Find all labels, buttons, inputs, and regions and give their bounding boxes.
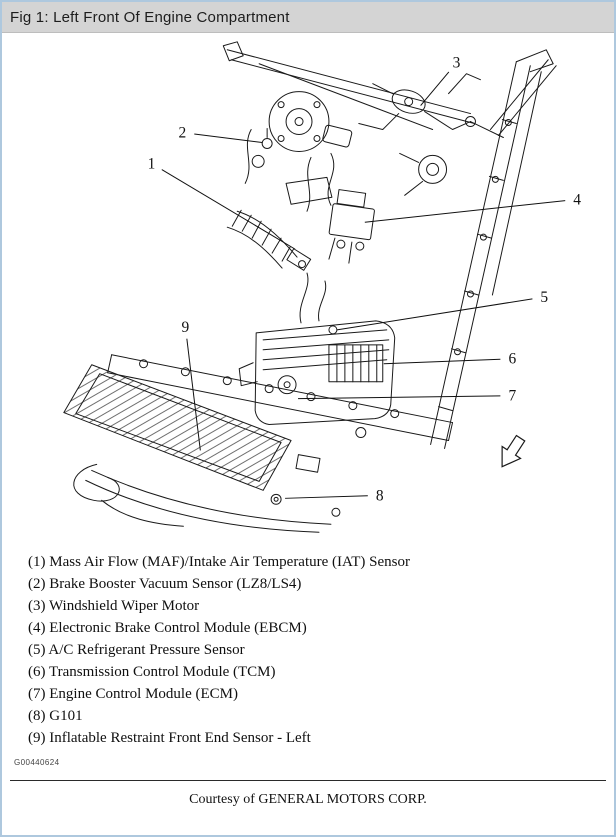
right-strut bbox=[431, 50, 554, 449]
callout-number: 7 bbox=[508, 387, 517, 405]
callout-number: 6 bbox=[508, 350, 517, 368]
legend-item: (2) Brake Booster Vacuum Sensor (LZ8/LS4) bbox=[28, 576, 302, 592]
legend-item: (5) A/C Refrigerant Pressure Sensor bbox=[28, 642, 245, 658]
callout-leader-line bbox=[162, 170, 295, 250]
legend-item: (3) Windshield Wiper Motor bbox=[28, 598, 200, 614]
callout-leader-line bbox=[384, 359, 501, 364]
brake-booster bbox=[245, 92, 352, 184]
engine-block bbox=[239, 273, 394, 425]
callout-leader-line bbox=[298, 396, 500, 399]
diagram-area bbox=[2, 33, 614, 543]
callout-leader-line bbox=[365, 201, 565, 223]
pulley bbox=[400, 153, 447, 195]
callout-leader-line bbox=[194, 134, 262, 142]
legend-item: (8) G101 bbox=[28, 708, 83, 724]
legend-item: (6) Transmission Control Module (TCM) bbox=[28, 664, 276, 680]
legend-item: (4) Electronic Brake Control Module (EBCM) bbox=[28, 620, 307, 636]
callout-number: 8 bbox=[375, 487, 384, 505]
legend-item: (1) Mass Air Flow (MAF)/Intake Air Temperature (IAT) Sensor bbox=[28, 554, 410, 570]
legend-item: (9) Inflatable Restraint Front End Sensor - Left bbox=[28, 730, 311, 746]
callout-leader-line bbox=[285, 496, 368, 499]
figure-title-bar bbox=[2, 2, 614, 33]
intake-duct bbox=[227, 210, 310, 270]
legend bbox=[28, 551, 614, 749]
callout-number: 9 bbox=[181, 318, 190, 336]
tcm-module bbox=[329, 345, 383, 382]
callout-leader-line bbox=[337, 299, 533, 330]
legend-item: (7) Engine Control Module (ECM) bbox=[28, 686, 238, 702]
callout-leader-line bbox=[421, 72, 449, 106]
callout-number: 3 bbox=[452, 54, 461, 72]
callout-number: 2 bbox=[178, 124, 187, 142]
footer-credit: Courtesy of GENERAL MOTORS CORP. bbox=[189, 792, 427, 807]
footer-divider bbox=[10, 780, 606, 781]
callout-number: 4 bbox=[573, 191, 581, 209]
callout-number: 5 bbox=[540, 288, 549, 306]
callout-number: 1 bbox=[147, 155, 156, 173]
direction-arrow-icon bbox=[493, 432, 530, 472]
figure-title: Fig 1: Left Front Of Engine Compartment bbox=[10, 8, 290, 26]
ebcm-module bbox=[286, 153, 375, 263]
engine-compartment-illustration bbox=[2, 33, 614, 543]
wiper-assembly bbox=[223, 42, 556, 138]
figure-code: G00440624 bbox=[14, 758, 60, 767]
